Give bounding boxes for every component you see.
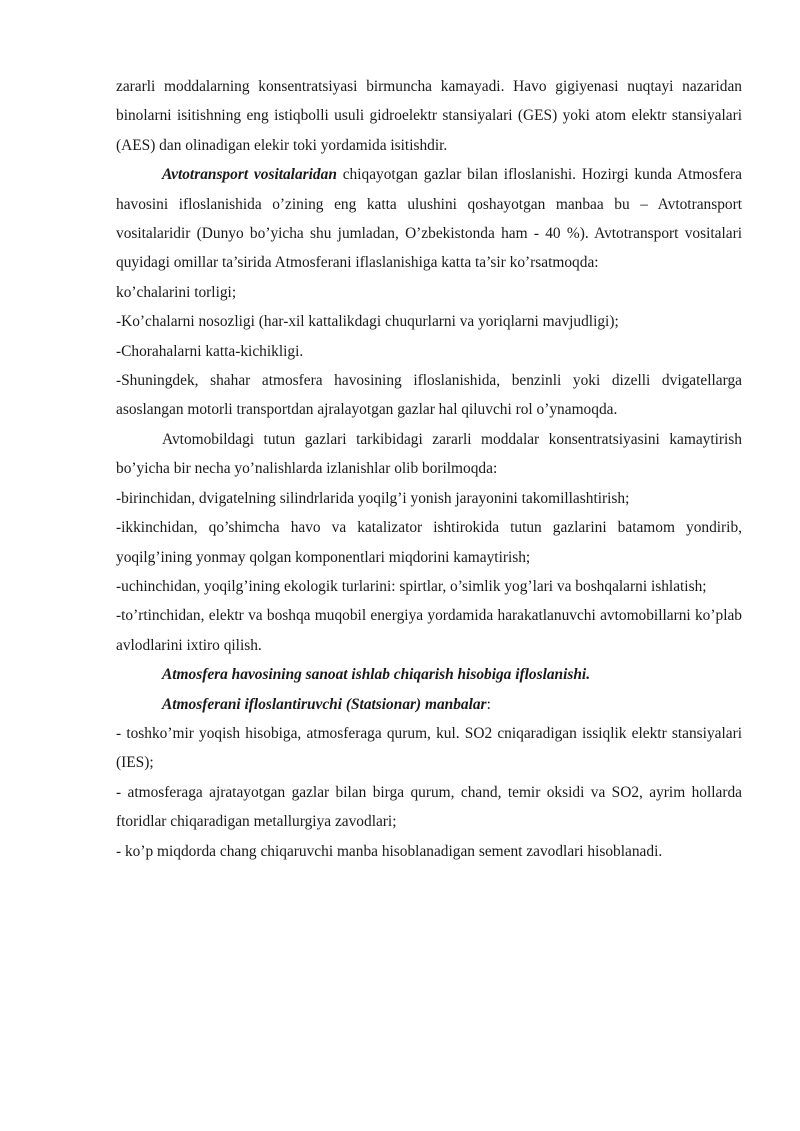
paragraph bbox=[116, 72, 742, 160]
list-item bbox=[116, 484, 742, 513]
list-item bbox=[116, 601, 742, 660]
list-item bbox=[116, 337, 742, 366]
list-item bbox=[116, 837, 742, 866]
paragraph-text: -uchinchidan, yoqilg’ining ekologik turlarini: spirtlar, o’simlik yog’lari va boshqalarni ishlatish; bbox=[116, 577, 707, 595]
paragraph bbox=[116, 160, 742, 278]
paragraph-text: - toshko’mir yoqish hisobiga, atmosferaga qurum, kul. SO2 cniqaradigan issiqlik elektr stansiyalari (IES); bbox=[116, 724, 742, 772]
list-item bbox=[116, 513, 742, 572]
paragraph-text: chiqayotgan gazlar bilan ifloslanishi. Hozirgi kunda Atmosfera havosini ifloslanishida o’zining eng katta ulushini qoshayotgan manbaa bu – Avtotransport vositalaridir (Dunyo bo’yicha shu jumladan, O’zbekistonda ham - 40 %). Avtotransport vositalari quyidagi omillar ta’sirida Atmosferani iflaslanishiga katta ta’sir ko’rsatmoqda: bbox=[116, 166, 742, 272]
list-item bbox=[116, 778, 742, 837]
paragraph-text: -Chorahalarni katta-kichikligi. bbox=[116, 342, 304, 360]
list-item bbox=[116, 572, 742, 601]
paragraph-text: -ikkinchidan, qo’shimcha havo va katalizator ishtirokida tutun gazlarini batamom yondirib, yoqilg’ining yonmay qolgan komponentlari miqdorini kamaytirish; bbox=[116, 519, 742, 566]
list-item bbox=[116, 719, 742, 778]
paragraph-text: zararli moddalarning konsentratsiyasi birmuncha kamayadi. Havo gigiyenasi nuqtayi nazaridan binolarni isitishning eng istiqbolli usuli gidroelektr stansiyalari (GES) yoki atom elektr stansiyalari (AES) dan olinadigan elekir toki yordamida isitishdir. bbox=[116, 78, 742, 154]
paragraph-lead: Avtotransport vositalaridan bbox=[162, 166, 337, 184]
paragraph-lead: Atmosfera havosining sanoat ishlab chiqarish hisobiga ifloslanishi. bbox=[162, 666, 591, 684]
paragraph-text: ko’chalarini torligi; bbox=[116, 283, 237, 301]
document-page bbox=[116, 72, 742, 866]
paragraph-text: -to’rtinchidan, elektr va boshqa muqobil energiya yordamida harakatlanuvchi avtomobillarni ko’plab avlodlarini ixtiro qilish. bbox=[116, 607, 742, 654]
section-heading bbox=[116, 690, 742, 719]
list-item bbox=[116, 307, 742, 336]
paragraph-text: - ko’p miqdorda chang chiqaruvchi manba hisoblanadigan sement zavodlari hisoblanadi. bbox=[116, 842, 663, 860]
paragraph-text: Avtomobildagi tutun gazlari tarkibidagi zararli moddalar konsentratsiyasini kamaytirish bo’yicha bir necha yo’nalishlarda izlanishlar olib borilmoqda: bbox=[116, 430, 742, 478]
paragraph-text: : bbox=[486, 695, 491, 713]
paragraph-text: - atmosferaga ajratayotgan gazlar bilan birga qurum, chand, temir oksidi va SO2, ayrim hollarda ftoridlar chiqaradigan metallurgiya zavodlari; bbox=[116, 783, 742, 831]
paragraph-lead: Atmosferani ifloslantiruvchi (Statsionar) manbalar bbox=[162, 695, 487, 713]
paragraph-text: -Ko’chalarni nosozligi (har-xil kattalikdagi chuqurlarni va yoriqlarni mavjudligi); bbox=[116, 313, 619, 331]
paragraph-text: -Shuningdek, shahar atmosfera havosining ifloslanishida, benzinli yoki dizelli dvigatellarga asoslangan motorli transportdan ajralayotgan gazlar hal qiluvchi rol o’ynamoqda. bbox=[116, 372, 742, 419]
paragraph bbox=[116, 425, 742, 484]
paragraph-text: -birinchidan, dvigatelning silindrlarida yoqilg’i yonish jarayonini takomillashtirish; bbox=[116, 489, 630, 507]
list-item bbox=[116, 278, 742, 307]
list-item bbox=[116, 366, 742, 425]
section-heading bbox=[116, 660, 742, 689]
